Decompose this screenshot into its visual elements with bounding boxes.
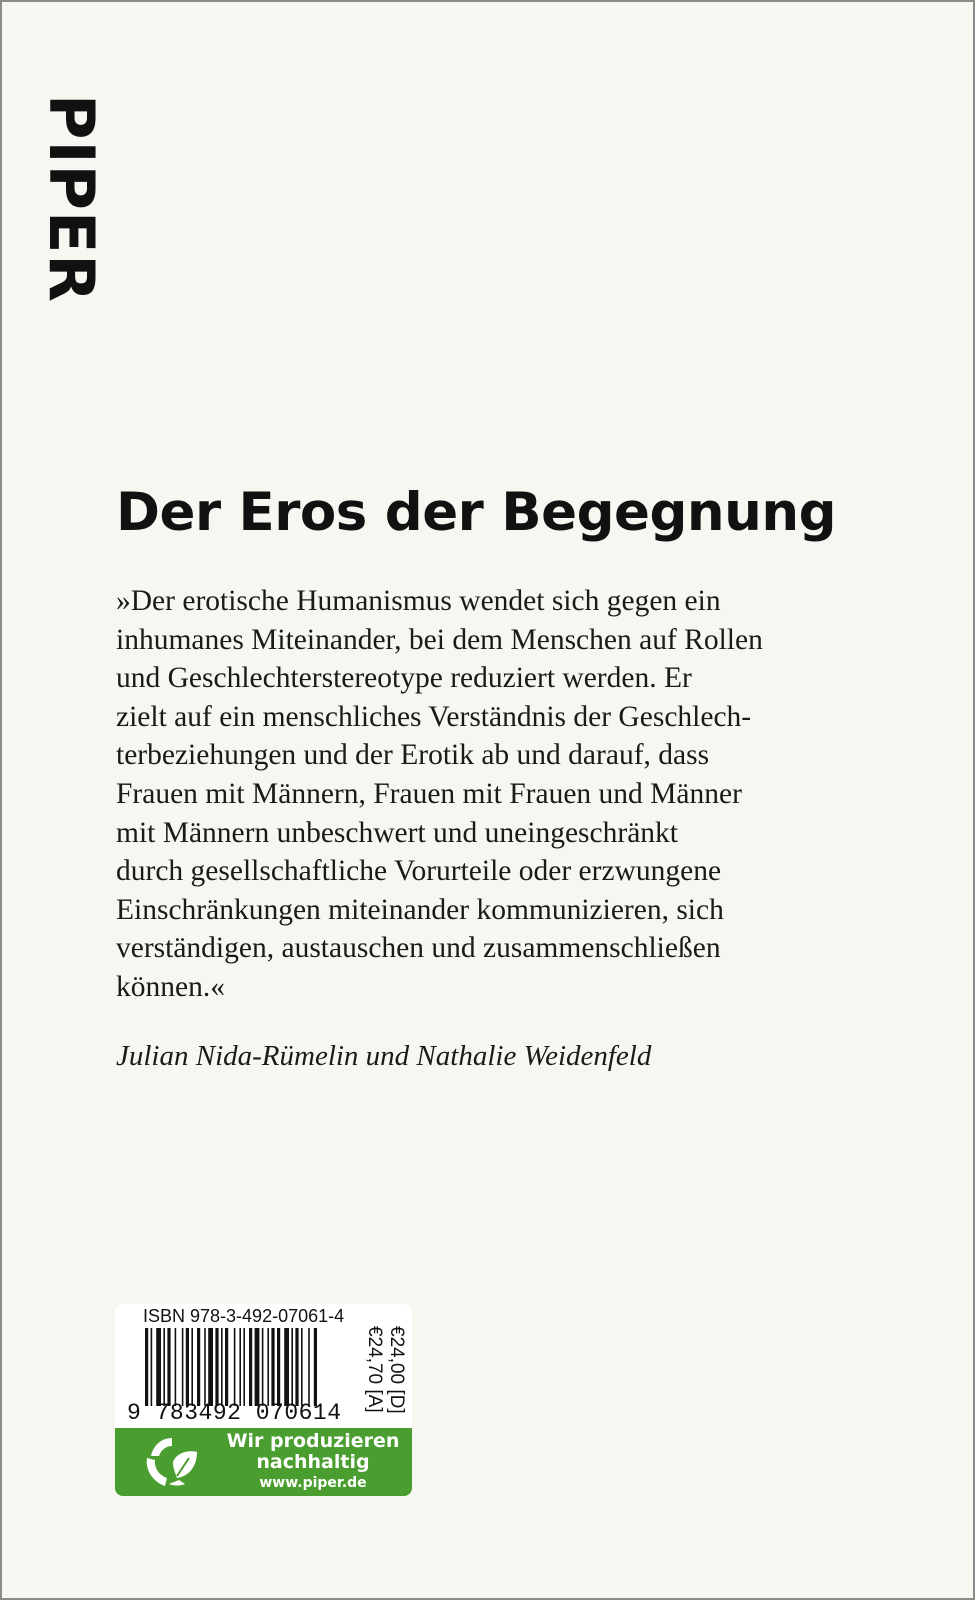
ean-barcode: [145, 1328, 360, 1406]
sustainability-line-1: Wir produzieren: [226, 1430, 400, 1452]
quote-line: mit Männern unbeschwert und uneingeschränkt: [116, 816, 678, 849]
quote-line: und Geschlechterstereotype reduziert werden. Er: [116, 662, 692, 695]
quote-line: können.«: [116, 970, 225, 1003]
quote-line: durch gesellschaftliche Vorurteile oder erzwungene: [116, 855, 722, 888]
publisher-logo: PIPER: [35, 94, 108, 304]
barcode-label: [115, 1304, 412, 1428]
ean-digits: 9 783492 070614: [127, 1400, 342, 1426]
authors-attribution: Julian Nida-Rümelin und Nathalie Weidenfeld: [116, 1040, 652, 1072]
sustainability-text: [223, 1431, 403, 1493]
book-title: Der Eros der Begegnung: [116, 482, 837, 543]
sustainability-badge: [115, 1428, 412, 1496]
recycling-leaves-icon: [139, 1432, 205, 1492]
quote-line: inhumanes Miteinander, bei dem Menschen auf Rollen: [116, 623, 763, 656]
price-block: [363, 1326, 407, 1414]
blurb-quote: [116, 582, 856, 1007]
quote-line: »Der erotische Humanismus wendet sich gegen ein: [116, 585, 721, 617]
isbn-number: ISBN 978-3-492-07061-4: [143, 1306, 345, 1326]
quote-line: Frauen mit Männern, Frauen mit Frauen und Männer: [116, 777, 742, 810]
price-austria: €24,70 [A]: [364, 1326, 385, 1413]
publisher-url: www.piper.de: [259, 1475, 367, 1491]
quote-line: zielt auf ein menschliches Verständnis der Geschlech-: [116, 700, 752, 733]
sustainability-line-2: nachhaltig: [256, 1451, 370, 1473]
quote-line: verständigen, austauschen und zusammenschließen: [116, 932, 721, 965]
price-germany: €24,00 [D]: [386, 1326, 407, 1414]
quote-line: terbeziehungen und der Erotik ab und darauf, dass: [116, 739, 710, 772]
quote-line: Einschränkungen miteinander kommunizieren, sich: [116, 893, 724, 926]
